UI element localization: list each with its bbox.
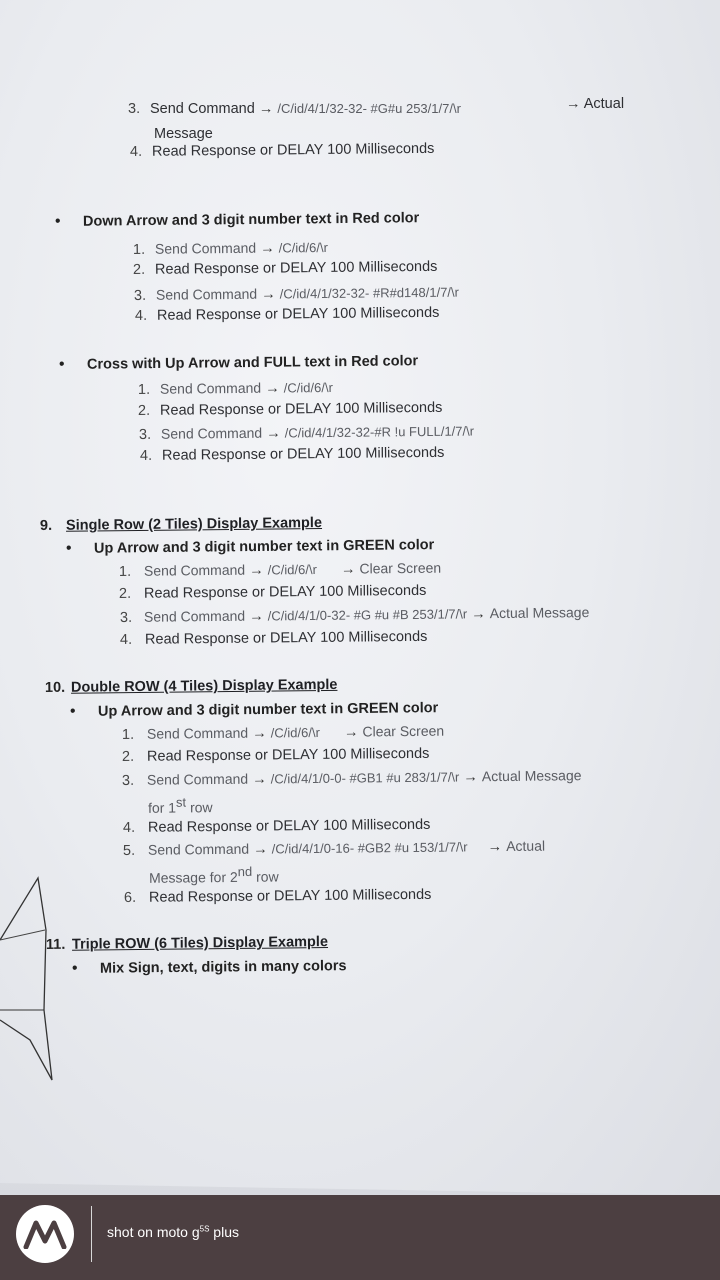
bullet-icon: • — [69, 702, 76, 720]
right-arrow-icon: → — [266, 425, 281, 442]
list-item: 4. Read Response or DELAY 100 Milliseconds — [139, 444, 445, 464]
right-arrow-icon: → — [487, 839, 503, 856]
bullet-icon: • — [71, 959, 78, 977]
section-heading-10: 10. Double ROW (4 Tiles) Display Example — [44, 676, 338, 696]
right-arrow-icon: → — [566, 96, 581, 112]
right-arrow-icon: → — [340, 561, 356, 578]
right-arrow-icon: → — [249, 562, 264, 579]
section-title: • Cross with Up Arrow and FULL text in Red color — [58, 353, 419, 373]
list-item: 3. Send Command → /C/id/4/1/32-32-#R !u FULL/1/7/\r — [138, 423, 475, 443]
list-item: 3. Send Command → /C/id/4/1/32-32- #G#u 253/1/7/\r — [128, 101, 461, 117]
section-title: • Up Arrow and 3 digit number text in GREEN color — [65, 537, 435, 557]
pen-sketch-icon — [0, 870, 80, 1100]
list-item: 3. Send Command → /C/id/4/1/0-32- #G #u #B 253/1/7/\r → Actual Message — [119, 604, 590, 626]
section-title: • Down Arrow and 3 digit number text in Red color — [54, 210, 420, 230]
right-arrow-icon: → — [463, 769, 478, 786]
list-item-continuation: Message — [154, 126, 213, 142]
list-item: 4. Read Response or DELAY 100 Milliseconds — [119, 628, 428, 648]
watermark-divider — [91, 1206, 92, 1262]
right-arrow-icon: → — [471, 606, 486, 623]
list-item: 1. Send Command → /C/id/6/\r → Clear Screen — [118, 559, 442, 580]
right-arrow-icon: → — [249, 608, 264, 625]
watermark-text: shot on moto $g^{5S}$ plus — [107, 1224, 239, 1240]
list-item: 5. Send Command → /C/id/4/1/0-16- #GB2 #u 153/1/7/\r → Actual — [122, 837, 546, 859]
list-item: 2. Read Response or DELAY 100 Milliseconds — [121, 745, 430, 765]
section-heading-9: 9. Single Row (2 Tiles) Display Example — [39, 515, 323, 534]
right-arrow-icon: → — [343, 724, 359, 741]
right-arrow-icon: → — [252, 771, 267, 788]
right-arrow-icon: → — [260, 240, 275, 257]
right-arrow-icon: → — [253, 841, 268, 858]
list-item-continuation: for 1st row — [147, 794, 213, 816]
list-item: 4. Read Response or DELAY 100 Milliseconds — [122, 816, 431, 836]
list-item: 6. Read Response or DELAY 100 Milliseconds — [123, 886, 432, 906]
bullet-icon: • — [58, 355, 65, 373]
list-item: 1. Send Command → /C/id/6/\r → Clear Screen — [121, 722, 445, 743]
list-item: 1. Send Command → /C/id/6/\r — [137, 379, 333, 398]
list-item: 3. Send Command → /C/id/4/1/0-0- #GB1 #u 283/1/7/\r → Actual Message — [121, 767, 582, 789]
section-title: • Up Arrow and 3 digit number text in GREEN color — [69, 700, 439, 720]
bullet-icon: • — [65, 539, 72, 557]
list-item: 2. Read Response or DELAY 100 Milliseconds — [132, 258, 438, 278]
list-item: 3. Send Command → /C/id/4/1/32-32- #R#d148/1/7/\r — [133, 284, 460, 304]
list-item: 4. Read Response or DELAY 100 Milliseconds — [134, 304, 440, 324]
right-arrow-icon: → — [261, 286, 276, 303]
right-arrow-icon: → — [252, 725, 267, 742]
list-item: 4. Read Response or DELAY 100 Milliseconds — [129, 140, 435, 160]
list-item-continuation: Message for 2nd row — [148, 863, 279, 886]
list-item: 1. Send Command → /C/id/6/\r — [132, 239, 328, 258]
right-arrow-icon: → — [258, 101, 274, 117]
section-heading-11: 11. Triple ROW (6 Tiles) Display Example — [45, 934, 329, 953]
bullet-icon: • — [54, 212, 61, 230]
right-arrow-icon: → — [265, 380, 280, 397]
motorola-logo-icon — [16, 1205, 74, 1263]
list-item: 2. Read Response or DELAY 100 Milliseconds — [137, 399, 443, 419]
section-title: • Mix Sign, text, digits in many colors — [71, 958, 347, 977]
list-item: 2. Read Response or DELAY 100 Milliseconds — [118, 582, 427, 602]
list-item-tail: → Actual — [566, 96, 625, 112]
